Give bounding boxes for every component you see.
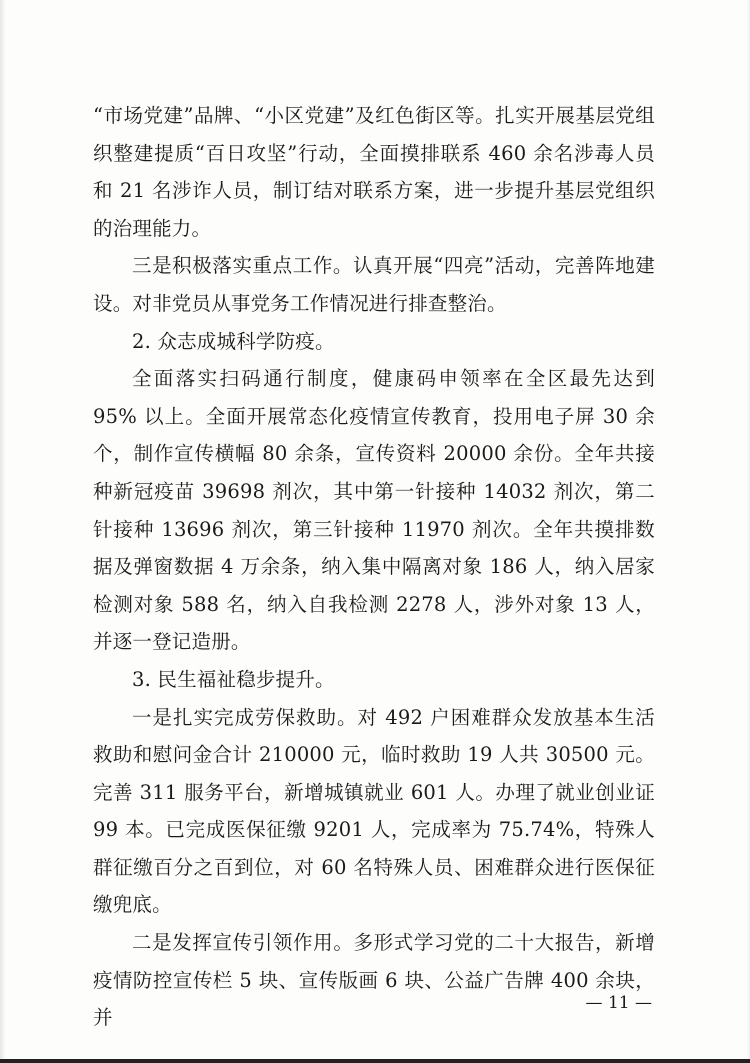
scan-edge-bottom [0, 1059, 750, 1063]
page-number: — 11 — [585, 993, 652, 1013]
paragraph-social-assistance: 一是扎实完成劳保救助。对 492 户困难群众发放基本生活救助和慰问金合计 210000 元，临时救助 19 人共 30500 元。完善 311 服务平台，新增城镇就业 601 人。办理了就业创业证 99 本。已完成医保征缴 9201 人，完成率为 75.74%，特殊人群征缴百分之百到位，对 60 名特殊人员、困难群众进行医保征缴兜底。 [93, 705, 655, 917]
document-body [93, 97, 655, 1037]
paragraph-publicity: 二是发挥宣传引领作用。多形式学习党的二十大报告，新增疫情防控宣传栏 5 块、宣传版画 6 块、公益广告牌 400 余块，并 [93, 931, 655, 1030]
paragraph-party-building-continued: “市场党建”品牌、“小区党建”及红色街区等。扎实开展基层党组织整建提质“百日攻坚”行动，全面摸排联系 460 余名涉毒人员和 21 名涉诈人员，制订结对联系方案，进一步提升基层党组织的治理能力。 [93, 104, 655, 240]
scan-edge-left [0, 0, 6, 1063]
section-heading-epidemic-prevention: 2. 众志成城科学防疫。 [132, 329, 335, 353]
section-heading-livelihood: 3. 民生福祉稳步提升。 [132, 667, 335, 691]
paragraph-key-work: 三是积极落实重点工作。认真开展“四亮”活动，完善阵地建设。对非党员从事党务工作情况进行排查整治。 [93, 254, 655, 315]
paragraph-epidemic-prevention: 全面落实扫码通行制度，健康码申领率在全区最先达到 95% 以上。全面开展常态化疫情宣传教育，投用电子屏 30 余个，制作宣传横幅 80 余条，宣传资料 20000 余份。全年共接种新冠疫苗 39698 剂次，其中第一针接种 14032 剂次，第二针接种 13696 剂次，第三针接种 11970 剂次。全年共摸排数据及弹窗数据 4 万余条，纳入集中隔离对象 186 人，纳入居家检测对象 588 名，纳入自我检测 2278 人，涉外对象 13 人，并逐一登记造册。 [93, 367, 655, 654]
